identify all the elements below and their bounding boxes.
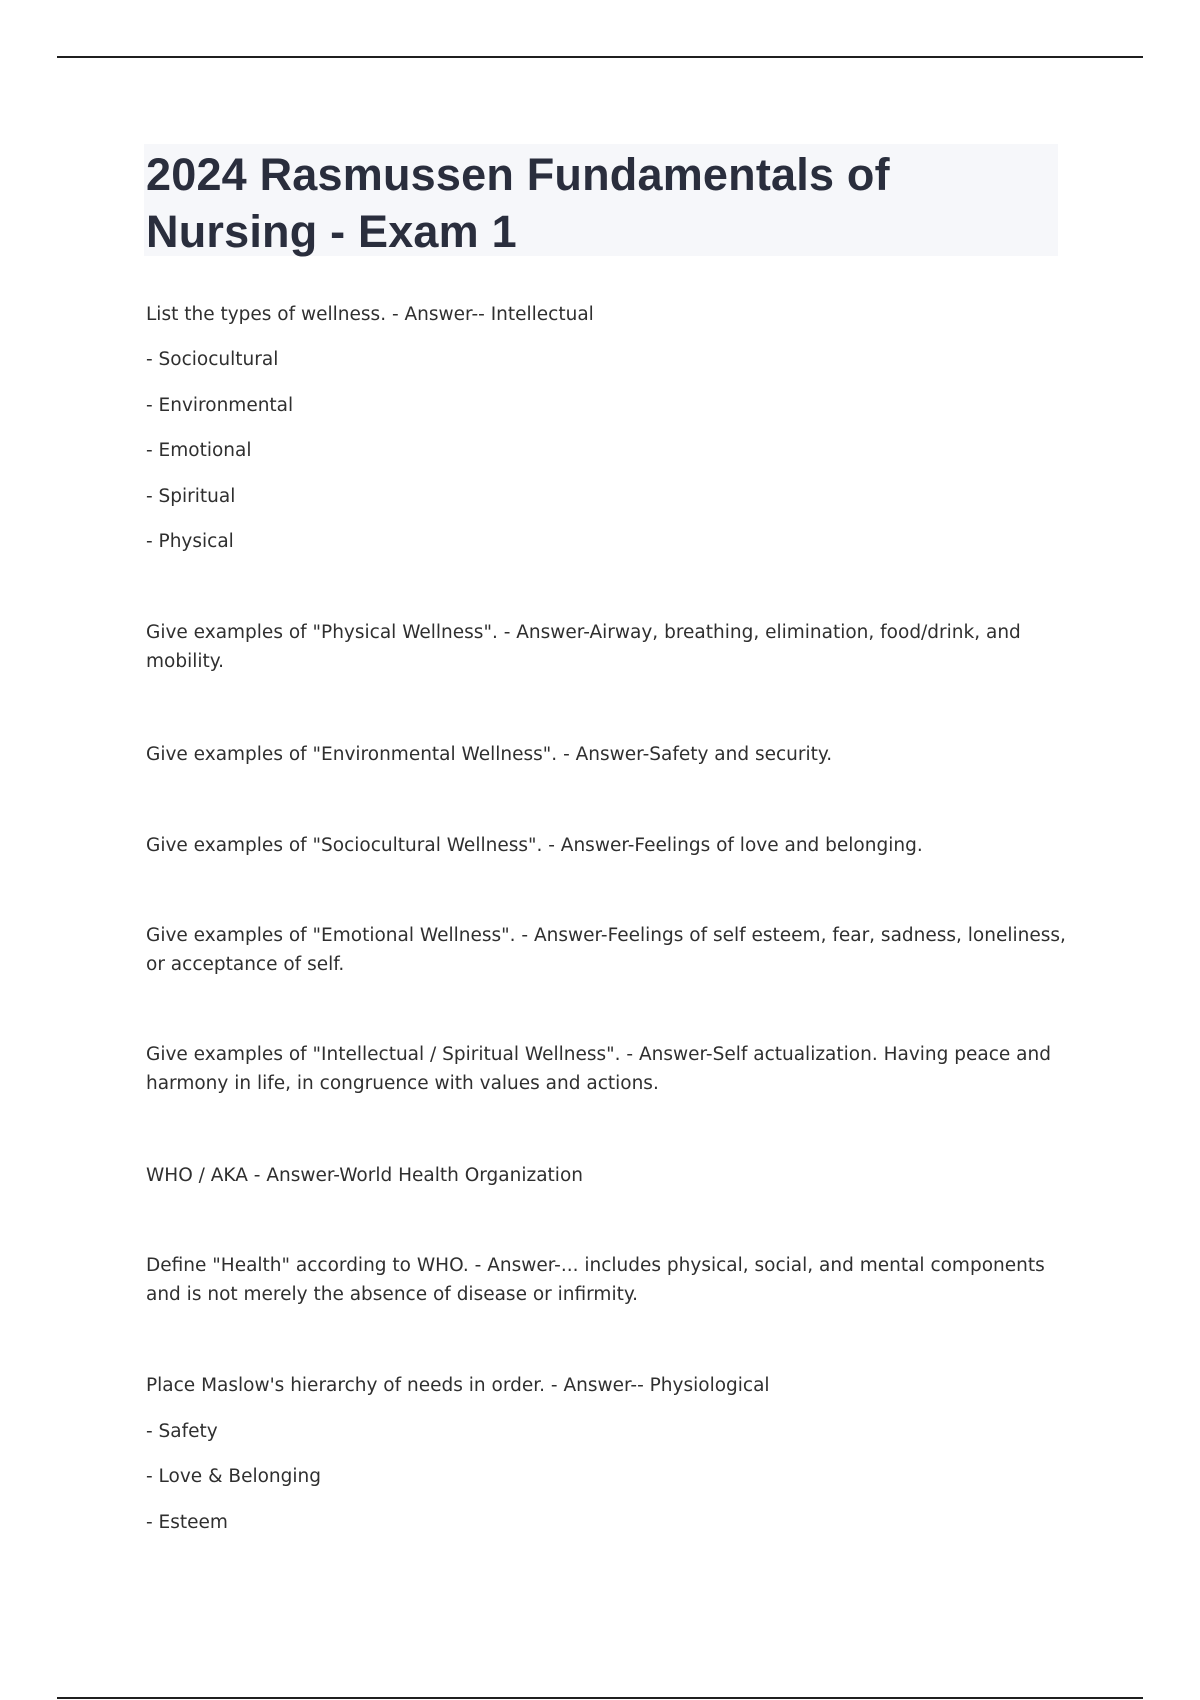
list-item: - Spiritual	[146, 486, 236, 507]
list-item: - Safety	[146, 1421, 218, 1442]
list-item: - Love & Belonging	[146, 1466, 321, 1487]
document-title: 2024 Rasmussen Fundamentals of Nursing - Exam 1	[146, 149, 890, 257]
qa-item-environmental-wellness: Give examples of "Environmental Wellness". - Answer-Safety and security.	[146, 744, 833, 765]
title-banner	[144, 144, 1058, 256]
qa-item-spiritual-wellness: Give examples of "Intellectual / Spiritual Wellness". - Answer-Self actualization. Having peace and harmony in life, in congruence with values and actions.	[146, 1044, 1051, 1094]
list-item: - Esteem	[146, 1512, 228, 1533]
list-item: - Physical	[146, 531, 234, 552]
list-item: - Emotional	[146, 440, 252, 461]
bottom-divider	[57, 1697, 1143, 1699]
list-item: - Sociocultural	[146, 349, 279, 370]
qa-item-physical-wellness: Give examples of "Physical Wellness". - Answer-Airway, breathing, elimination, food/drink, and mobility.	[146, 622, 1021, 672]
qa-item-maslow: Place Maslow's hierarchy of needs in order. - Answer-- Physiological	[146, 1375, 770, 1396]
qa-item-wellness-types: List the types of wellness. - Answer-- Intellectual	[146, 304, 594, 325]
top-divider	[57, 56, 1143, 58]
list-item: - Environmental	[146, 395, 294, 416]
qa-item-sociocultural-wellness: Give examples of "Sociocultural Wellness". - Answer-Feelings of love and belonging.	[146, 835, 923, 856]
qa-item-health-definition: Define "Health" according to WHO. - Answer-... includes physical, social, and mental components and is not merely the absence of disease or infirmity.	[146, 1255, 1045, 1305]
qa-item-who: WHO / AKA - Answer-World Health Organization	[146, 1165, 583, 1186]
qa-item-emotional-wellness: Give examples of "Emotional Wellness". - Answer-Feelings of self esteem, fear, sadness, loneliness, or acceptance of self.	[146, 925, 1066, 975]
